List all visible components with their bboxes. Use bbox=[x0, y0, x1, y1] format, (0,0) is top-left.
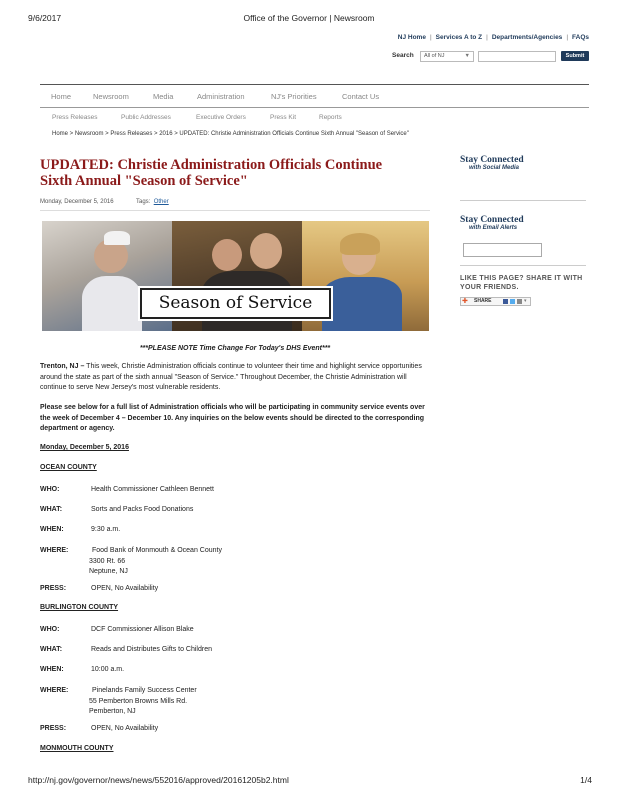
article-tags bbox=[136, 199, 169, 205]
when-label: WHEN: bbox=[40, 526, 64, 533]
print-page-number: 1/4 bbox=[580, 775, 592, 785]
nav-home[interactable]: Home bbox=[51, 92, 72, 101]
print-date: 9/6/2017 bbox=[28, 13, 62, 23]
what-label: WHAT: bbox=[40, 646, 63, 653]
print-header bbox=[0, 13, 618, 27]
shirt-figure bbox=[322, 277, 402, 331]
subnav-press-releases[interactable]: Press Releases bbox=[52, 114, 98, 121]
nav-media[interactable]: Media bbox=[153, 92, 174, 101]
search-input[interactable] bbox=[478, 51, 556, 62]
search-label: Search bbox=[392, 52, 414, 59]
print-url: http://nj.gov/governor/news/news/552016/approved/20161205b2.html bbox=[28, 775, 289, 785]
utility-link-nj-home[interactable]: NJ Home bbox=[397, 34, 426, 41]
share-label: SHARE bbox=[474, 298, 492, 304]
subnav-press-kit[interactable]: Press Kit bbox=[270, 114, 297, 121]
press-value: OPEN, No Availability bbox=[91, 725, 159, 732]
hair-figure bbox=[340, 233, 380, 255]
county-heading: OCEAN COUNTY bbox=[40, 464, 97, 471]
utility-link-faqs[interactable]: FAQs bbox=[572, 34, 589, 41]
stay-connected-social-title[interactable]: Stay Connected bbox=[460, 155, 524, 165]
hero-image bbox=[42, 221, 429, 331]
utility-nav bbox=[398, 34, 589, 41]
stay-connected-email-title[interactable]: Stay Connected bbox=[460, 215, 524, 225]
email-alerts-input[interactable] bbox=[463, 243, 542, 257]
share-button[interactable] bbox=[460, 297, 531, 306]
divider bbox=[460, 200, 586, 201]
subnav-reports[interactable]: Reports bbox=[319, 114, 342, 121]
nav-nj-priorities[interactable]: NJ's Priorities bbox=[271, 92, 317, 101]
breadcrumb[interactable]: Home > Newsroom > Press Releases > 2016 > UPDATED: Christie Administration Officials Continue Sixth Annual "Season of Service" bbox=[52, 131, 409, 137]
day-heading: Monday, December 5, 2016 bbox=[40, 444, 129, 451]
nav-contact-us[interactable]: Contact Us bbox=[342, 92, 380, 101]
separator: | bbox=[566, 34, 569, 41]
press-label: PRESS: bbox=[40, 725, 67, 732]
when-value: 10:00 a.m. bbox=[91, 666, 125, 673]
what-value: Sorts and Packs Food Donations bbox=[91, 506, 194, 513]
sidebar-email[interactable] bbox=[460, 215, 590, 231]
intro-text: This week, Christie Administration officials continue to volunteer their time and highlight service opportunities around the state as part of the sixth annual "Season of Service." Throughout December, the Christie Administration will continue to serve New Jersey's most vulnerable residents. bbox=[40, 363, 422, 391]
page-title: UPDATED: Christie Administration Officials Continue Sixth Annual "Season of Service" bbox=[40, 157, 383, 189]
who-value: DCF Commissioner Allison Blake bbox=[91, 626, 194, 633]
social-media-subtitle[interactable]: with Social Media bbox=[469, 165, 520, 171]
subnav-executive-orders[interactable]: Executive Orders bbox=[196, 114, 246, 121]
who-label: WHO: bbox=[40, 486, 60, 493]
where-line-2: 55 Pemberton Browns Mills Rd. bbox=[89, 697, 188, 705]
separator: | bbox=[429, 34, 432, 41]
volunteer-figure bbox=[212, 239, 242, 271]
time-change-note: ***PLEASE NOTE Time Change For Today's DHS Event*** bbox=[139, 345, 331, 352]
press-value: OPEN, No Availability bbox=[91, 585, 159, 592]
where-line-3: Pemberton, NJ bbox=[89, 708, 136, 715]
county-heading: MONMOUTH COUNTY bbox=[40, 745, 114, 752]
article-meta bbox=[40, 199, 169, 205]
what-label: WHAT: bbox=[40, 506, 63, 513]
when-label: WHEN: bbox=[40, 666, 64, 673]
email-icon bbox=[517, 299, 522, 304]
share-prompt: LIKE THIS PAGE? SHARE IT WITH YOUR FRIENDS. bbox=[460, 275, 583, 291]
twitter-icon bbox=[510, 299, 515, 304]
chevron-down-icon: ▾ bbox=[524, 298, 527, 304]
email-alerts-subtitle[interactable]: with Email Alerts bbox=[469, 225, 518, 231]
utility-link-departments[interactable]: Departments/Agencies bbox=[491, 34, 563, 41]
plus-icon: ✚ bbox=[462, 298, 468, 305]
search-submit-button[interactable]: Submit bbox=[561, 51, 589, 61]
dateline: Trenton, NJ – bbox=[40, 363, 85, 370]
search-scope-select[interactable] bbox=[420, 51, 474, 62]
tag-link[interactable]: Other bbox=[153, 199, 169, 205]
who-value: Health Commissioner Cathleen Bennett bbox=[91, 486, 214, 493]
where-line-1: Pinelands Family Success Center bbox=[92, 687, 197, 694]
print-footer bbox=[28, 775, 592, 785]
where-line-1: Food Bank of Monmouth & Ocean County bbox=[92, 547, 222, 554]
where-label: WHERE: bbox=[40, 547, 69, 554]
chevron-down-icon: ▼ bbox=[464, 53, 470, 59]
print-page-title: Office of the Governor | Newsroom bbox=[243, 13, 375, 23]
tags-label: Tags: bbox=[136, 199, 151, 205]
main-nav bbox=[40, 84, 589, 108]
apron-figure bbox=[82, 276, 142, 331]
separator: | bbox=[486, 34, 488, 41]
hero-caption: Season of Service bbox=[140, 288, 331, 319]
when-value: 9:30 a.m. bbox=[91, 526, 121, 533]
where-line-3: Neptune, NJ bbox=[89, 568, 128, 575]
article-date: Monday, December 5, 2016 bbox=[40, 199, 114, 205]
nav-administration[interactable]: Administration bbox=[197, 92, 245, 101]
volunteer-figure bbox=[250, 233, 282, 269]
divider bbox=[40, 210, 430, 211]
intro-paragraph bbox=[40, 362, 432, 394]
what-value: Reads and Distributes Gifts to Children bbox=[91, 646, 212, 653]
press-label: PRESS: bbox=[40, 585, 67, 592]
facebook-icon bbox=[503, 299, 508, 304]
subnav-public-addresses[interactable]: Public Addresses bbox=[121, 114, 171, 121]
where-line-2: 3300 Rt. 66 bbox=[89, 557, 126, 565]
utility-link-services[interactable]: Services A to Z bbox=[435, 34, 483, 41]
divider bbox=[460, 265, 586, 266]
where-label: WHERE: bbox=[40, 687, 69, 694]
who-label: WHO: bbox=[40, 626, 60, 633]
search-scope-value: All of NJ bbox=[424, 53, 445, 59]
sidebar-social[interactable] bbox=[460, 155, 590, 171]
nav-newsroom[interactable]: Newsroom bbox=[93, 92, 129, 101]
instructions-paragraph: Please see below for a full list of Administration officials who will be participating in community service events over the week of December 4 – December 10. Any inquiries on the below events should be directed to the corresponding department or agency. bbox=[40, 404, 425, 432]
cap-figure bbox=[104, 231, 130, 245]
county-heading: BURLINGTON COUNTY bbox=[40, 604, 119, 611]
